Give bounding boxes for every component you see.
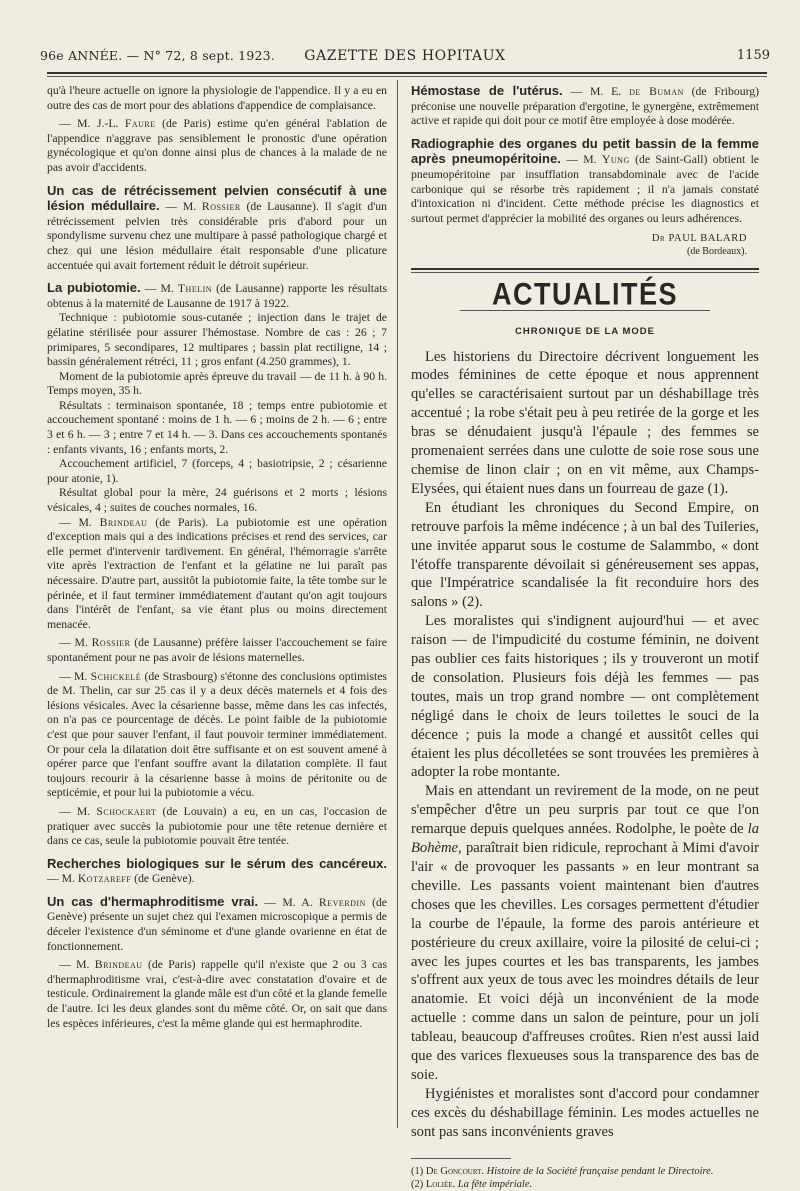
actualites-heading: ACTUALITÉS (492, 277, 678, 312)
author-name: Yung (601, 153, 630, 167)
author-name: Rossier (91, 636, 131, 650)
signature-place: (de Bordeaux). (687, 246, 747, 258)
column-divider (397, 80, 398, 1128)
paragraph: qu'à l'heure actuelle on ignore la physiologie de l'appendice. Il y a eu en outre des cas de mort pour des ablations d'appendice de complaisance. (47, 84, 387, 112)
author-name: Brindeau (99, 515, 148, 529)
section-title: Un cas de rétrécissement pelvien consécutif à une lésion médullaire. (47, 182, 387, 214)
chronique-subheading: CHRONIQUE DE LA MODE (515, 325, 655, 337)
italic-title: la Bohème (411, 821, 759, 857)
author-name: Brindeau (94, 958, 143, 972)
paragraph: Les historiens du Directoire décrivent longuement les modes féminines de cette époque et nous apprennent qu'elles se caractérisaient surtout par un déshabillage très accentué ; la robe s'était peu à peu retirée de la gorge et les bras se dénudaient jusqu'à l'épaule ; des femmes se promenaient serrées dans une culotte de soie rose sous une chemise de linon clair ; on en vit même, aux Champs-Elysées, qui étaient nues dans un fourreau de gaze (1). (411, 348, 759, 497)
paragraph: Accouchement artificiel, 7 (forceps, 4 ; basiotripsie, 2 ; césarienne pour atonie, 1). (47, 457, 387, 485)
section-title: Un cas d'hermaphroditisme vrai. (47, 893, 259, 909)
section-title: Recherches biologiques sur le sérum des cancéreux. (47, 855, 387, 871)
paragraph: Mais en attendant un revirement de la mode, on ne peut s'empêcher d'être un peu surpris par tout ce que l'on remarque depuis quelques années. Rodolphe, le poète de la Bohème, paraîtrait bien ridicule, reprochant à Mimi d'avoir l'air « de provoquer les passants » en leur montrant sa cheville. Les passants voient maintenant bien d'autres choses que les chevilles. Les corsages permettent d'étudier la courbe de l'épaule, la forme des parois antérieure et postérieure du creux axillaire, voire la pilosité de celui-ci ; avec les jupes courtes et les bas transparents, les jambes s'offrent aux yeux de tous avec les moindres détails de leur anatomie. Et voici déjà un inconvénient de la mode actuelle : comme dans un salon de peinture, pour un joli tableau, beaucoup d'affreuses croûtes. Rien n'est aussi laid que des varices flexueuses sous la transparence des bas de soie. (411, 783, 759, 1083)
paragraph: — M. Rossier (de Lausanne) préfère laisser l'accouchement se faire spontanément pour ne pas avoir de lésions maternelles. (47, 636, 387, 664)
paragraph: En étudiant les chroniques du Second Empire, on retrouve parfois la même indécence ; à un bal des Tuileries, une invitée apparut sous le costume de Salammbo, « dont l'étoffe transparente dévoilait si généreusement ses appas, que l'Impératrice scandalisée la fit reconduire hors des salons » (2). (411, 499, 759, 611)
author-name: Thelin (177, 282, 213, 296)
footnote-title: La fête impériale. (457, 1178, 533, 1190)
author-name: Reverdin (318, 895, 366, 909)
author-name: Schickelé (90, 669, 142, 683)
paragraph: Résultat global pour la mère, 24 guérisons et 2 morts ; lésions vésicales, 4 ; suites de couches normales, 16. (47, 486, 387, 515)
section-entry: Un cas d'hermaphroditisme vrai. — M. A. Reverdin (de Genève) présente un sujet chez qui l'examen microscopique a permis de déceler l'existence d'un séminome et d'une glande ovarienne en état de fonctionnement. (47, 893, 387, 953)
footnote-title: Histoire de la Société française pendant le Directoire. (486, 1165, 714, 1177)
author-name: Rossier (201, 200, 241, 214)
section-title: Hémostase de l'utérus. (411, 83, 563, 98)
left-column (47, 84, 387, 1031)
paragraph: Hygiénistes et moralistes sont d'accord pour condamner ces excès du déshabillage féminin. Les modes actuelles ne sont pas sans inconvénients graves (411, 1085, 759, 1140)
header-rule-thin (47, 76, 767, 77)
chronique-body (411, 348, 759, 1142)
paragraph: — M. Brindeau (de Paris). La pubiotomie est une opération d'exception mais qui a des indications précises et rend des services, car elle permet d'intervenir tardivement. En général, l'hémorragie s'arrête vite après l'extraction de l'enfant et la gélatine ne lui paraît pas nécessaire. D'autre part, aussitôt la pubiotomie faite, la tête tombe sur le périnée, et il faut terminer immédiatement d'autant qu'on agit toujours dans l'intérêt de l'enfant, sa vie étant plus ou moins directement menacée. (47, 515, 387, 631)
section-rule-thin (411, 272, 759, 273)
paragraph: Les moralistes qui s'indignent aujourd'hui — et avec raison — de l'impudicité du costume féminin, ne doivent pas oublier ces faits historiques ; ils y trouveront un motif de consolation. Plusieurs fois déjà les femmes — pas toutes, mais un trop grand nombre — ont complètement négligé dans le choix de leurs toilettes le souci de la décence ; puis la mode a changé et aussitôt celles qui étaient les plus décolletées se sont trouvées les premières à adopter la robe montante. (411, 613, 759, 781)
section-title: La pubiotomie. (47, 280, 141, 296)
signature (411, 232, 759, 258)
footnote-author: Loliée (425, 1178, 453, 1190)
issue-info: 96e ANNÉE. — N° 72, 8 sept. 1923. (40, 48, 275, 63)
header-rule (47, 72, 767, 74)
page-number: 1159 (736, 48, 770, 63)
footnote: (2) Loliée. La fête impériale. (411, 1178, 533, 1190)
footnote-rule (411, 1158, 511, 1159)
author-name: de Buman (629, 85, 684, 98)
page-header (40, 48, 770, 68)
section-rule (411, 268, 759, 270)
paragraph: — M. Schickelé (de Strasbourg) s'étonne des conclusions optimistes de M. Thelin, car sur 25 cas il y a deux décès maternels et 4 fois des lésions vésicales. Avec la césarienne basse, même dans les cas infectés, on n'a pas ce pourcentage de décès. Le point faible de la pubiotomie c'est que pour sauver l'enfant, il faut pouvoir terminer immédiatement. Or pour cela la dilatation doit être suffisante et on est souvent amené à opérer parce que l'enfant souffre avant la dilatation complète. Il faut toujours recourir à la césarienne basse à moins de péritonite ou de septicémie, et pour lui la pubiotomie a vécu. (47, 669, 387, 800)
author-name: Faure (124, 117, 156, 131)
section-title: Radiographie des organes du petit bassin de la femme après pneumopéritoine. (411, 135, 759, 167)
paragraph: — M. J.-L. Faure (de Paris) estime qu'en général l'ablation de l'appendice n'aggrave pas sensiblement le pronostic d'une opération gynécologique et qu'on donne ainsi plus de chances à la malade de ne pas avoir d'accidents. (47, 117, 387, 174)
section-entry: Hémostase de l'utérus. — M. E. de Buman (de Fribourg) préconise une nouvelle préparation d'ergotine, le gynergène, extrêmement active et rapide qui doit pour ce motif être employée à dose modérée. (411, 83, 759, 128)
section-entry: Radiographie des organes du petit bassin de la femme après pneumopéritoine. — M. Yung (de Saint-Gall) obtient le pneumopéritoine par insufflation transabdominale avec de l'acide carbonique qui se résorbe très rapidement ; il n'a jamais constaté d'intoxication ni d'incident. Cette méthode précise les diagnostics et surtout permet d'apprécier la mobilité des organes ou leurs adhérences. (411, 135, 759, 225)
signature-name: Dr PAUL BALARD (651, 233, 747, 245)
right-column (411, 84, 759, 1191)
paragraph: — M. Schockaert (de Louvain) a eu, en un cas, l'occasion de pratiquer avec succès la pubiotomie pour une tête retenue dernière et dans ce cas, seule la pubiotomie pouvait être tentée. (47, 804, 387, 848)
journal-title: GAZETTE DES HOPITAUX (304, 48, 506, 64)
paragraph: Moment de la pubiotomie après épreuve du travail — de 11 h. à 90 h. Temps moyen, 35 h. (47, 369, 387, 398)
section-entry: Recherches biologiques sur le sérum des cancéreux. — M. Kotzareff (de Genève). (47, 855, 387, 886)
footnote: (1) De Goncourt. Histoire de la Société française pendant le Directoire. (411, 1165, 714, 1177)
section-entry: La pubiotomie. — M. Thelin (de Lausanne) rapporte les résultats obtenus à la maternité de Lausanne de 1917 à 1922. (47, 280, 387, 310)
section-entry: Un cas de rétrécissement pelvien consécutif à une lésion médullaire. — M. Rossier (de Lausanne). Il s'agit d'un rétrécissement pelvien très considérable pris d'abord pour un spondylisme survenu chez une multipare à passé pathologique chargé et chez qui une lésion médullaire était responsable d'une plicature accentuée qui avait fortement réduit le détroit supérieur. (47, 182, 387, 272)
footnote-author: De Goncourt (425, 1165, 482, 1177)
author-name: Kotzareff (77, 872, 132, 886)
paragraph: — M. Brindeau (de Paris) rappelle qu'il n'existe que 2 ou 3 cas d'hermaphroditisme vrai, c'est-à-dire avec constatation d'ovaire et de testicule. Ordinairement la glande mâle est d'un côté et la glande femelle de l'autre. Ici les deux glandes sont du même côté. Or, on sait que dans les espèces inférieures, c'est la même glande qui est hermaphrodite. (47, 958, 387, 1030)
author-name: Schockaert (96, 804, 157, 818)
paragraph: Technique : pubiotomie sous-cutanée ; injection dans le trajet de gélatine stérilisée pour assurer l'hémostase. Nombre de cas : 26 ; 7 primipares, 5 secondipares, 12 multipares ; bassin plat rectiligne, 14 ; bassin généralement rétréci, 11 ; gros enfant (4.250 grammes), 1. (47, 311, 387, 369)
paragraph: Résultats : terminaison spontanée, 18 ; temps entre pubiotomie et accouchement spontané : moins de 1 h. — 6 ; moins de 2 h. — 6 ; entre 3 et 6 h. — 3 ; entre 7 et 14 h. — 3. Dans ces accouchements spontanés : enfants vivants, 16 ; enfants morts, 2. (47, 398, 387, 456)
